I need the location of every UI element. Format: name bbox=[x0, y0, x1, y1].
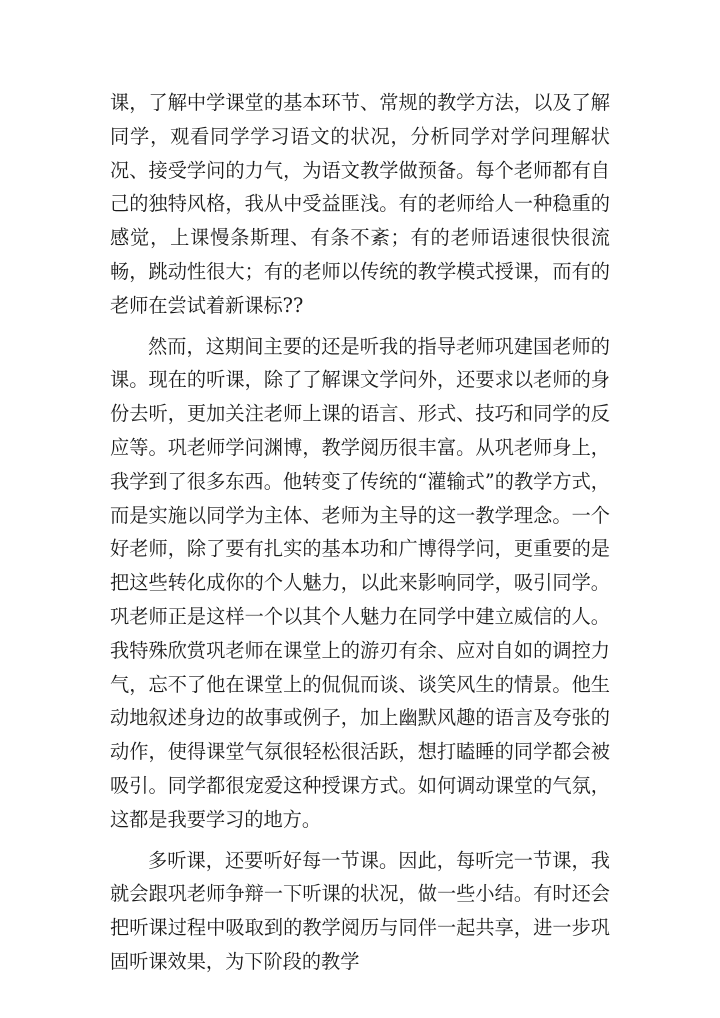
document-body bbox=[110, 86, 610, 986]
paragraph-1: 课，了解中学课堂的基本环节、常规的教学方法，以及了解同学，观看同学学习语文的状况，分析同学对学问理解状况、接受学问的力气，为语文教学做预备。每个老师都有自己的独特风格，我从中受益匪浅。有的老师给人一种稳重的感觉，上课慢条斯理、有条不紊；有的老师语速很快很流畅，跳动性很大；有的老师以传统的教学模式授课，而有的老师在尝试着新课标?? bbox=[110, 91, 610, 317]
paragraph-2: 然而，这期间主要的还是听我的指导老师巩建国老师的课。现在的听课，除了了解课文学问外，还要求以老师的身份去听，更加关注老师上课的语言、形式、技巧和同学的反应等。巩老师学问渊博，教学阅历很丰富。从巩老师身上，我学到了很多东西。他转变了传统的“灌输式”的教学方式，而是实施以同学为主体、老师为主导的这一教学理念。一个好老师，除了要有扎实的基本功和广博得学问，更重要的是把这些转化成你的个人魅力，以此来影响同学，吸引同学。巩老师正是这样一个以其个人魅力在同学中建立威信的人。我特殊欣赏巩老师在课堂上的游刃有余、应对自如的调控力气，忘不了他在课堂上的侃侃而谈、谈笑风生的情景。他生动地叙述身边的故事或例子，加上幽默风趣的语言及夸张的动作，使得课堂气氛很轻松很活跃，想打瞌睡的同学都会被吸引。同学都很宠爱这种授课方式。如何调动课堂的气氛，这都是我要学习的地方。 bbox=[110, 334, 610, 831]
paragraph-3: 多听课，还要听好每一节课。因此，每听完一节课，我就会跟巩老师争辩一下听课的状况，做一些小结。有时还会把听课过程中吸取到的教学阅历与同伴一起共享，进一步巩固听课效果，为下阶段的教学 bbox=[110, 848, 610, 973]
